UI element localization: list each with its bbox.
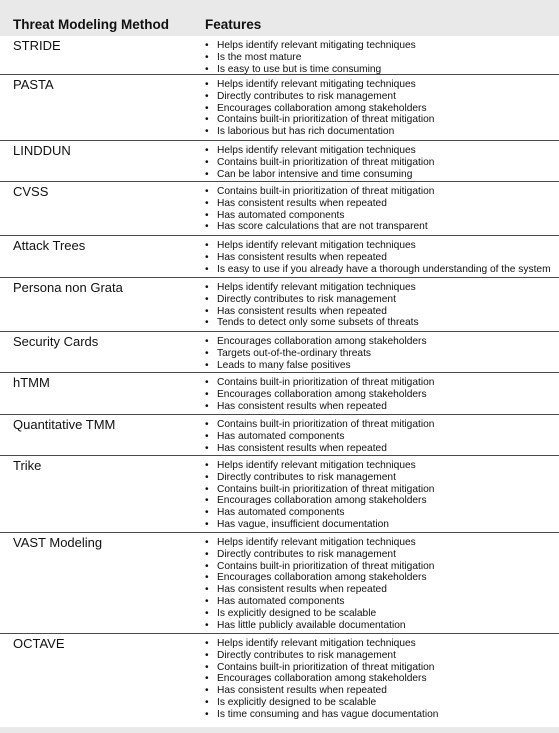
feature-item: • Contains built-in prioritization of threat mitigation — [205, 561, 434, 573]
feature-item: • Has automated components — [205, 431, 434, 443]
feature-item: • Helps identify relevant mitigation techniques — [205, 638, 438, 650]
feature-item: • Contains built-in prioritization of threat mitigation — [205, 114, 434, 126]
method-name: Trike — [13, 458, 42, 473]
table-row — [0, 634, 559, 727]
feature-item: • Helps identify relevant mitigation techniques — [205, 240, 551, 252]
feature-item: • Contains built-in prioritization of threat mitigation — [205, 377, 434, 389]
feature-list — [205, 240, 551, 275]
table-row — [0, 456, 559, 533]
feature-item: • Contains built-in prioritization of threat mitigation — [205, 484, 434, 496]
feature-item: • Has score calculations that are not transparent — [205, 221, 434, 233]
feature-item: • Contains built-in prioritization of threat mitigation — [205, 157, 434, 169]
feature-list — [205, 282, 419, 329]
feature-list — [205, 336, 427, 371]
feature-item: • Has consistent results when repeated — [205, 306, 419, 318]
feature-item: • Has consistent results when repeated — [205, 584, 434, 596]
table-row — [0, 236, 559, 278]
table-row — [0, 75, 559, 141]
feature-item: • Has little publicly available documentation — [205, 620, 434, 632]
feature-item: • Is explicitly designed to be scalable — [205, 608, 434, 620]
feature-item: • Is explicitly designed to be scalable — [205, 697, 438, 709]
feature-item: • Has automated components — [205, 210, 434, 222]
table-header — [0, 0, 559, 36]
feature-list — [205, 377, 434, 412]
feature-item: • Has vague, insufficient documentation — [205, 519, 434, 531]
feature-item: • Encourages collaboration among stakeholders — [205, 572, 434, 584]
method-name: Quantitative TMM — [13, 417, 116, 432]
table-row — [0, 141, 559, 182]
feature-list — [205, 460, 434, 531]
feature-item: • Has consistent results when repeated — [205, 685, 438, 697]
method-name: CVSS — [13, 184, 49, 199]
feature-item: • Directly contributes to risk management — [205, 91, 434, 103]
method-name: PASTA — [13, 77, 54, 92]
method-name: Persona non Grata — [13, 280, 123, 295]
feature-item: • Contains built-in prioritization of threat mitigation — [205, 186, 434, 198]
feature-item: • Contains built-in prioritization of threat mitigation — [205, 662, 438, 674]
feature-item: • Has consistent results when repeated — [205, 443, 434, 455]
feature-item: • Helps identify relevant mitigating techniques — [205, 40, 416, 52]
feature-item: • Has consistent results when repeated — [205, 198, 434, 210]
table-row — [0, 332, 559, 373]
table-row — [0, 278, 559, 332]
features-column-header: Features — [205, 17, 262, 32]
table-row — [0, 36, 559, 75]
method-name: STRIDE — [13, 38, 61, 53]
feature-item: • Has consistent results when repeated — [205, 252, 551, 264]
feature-item: • Tends to detect only some subsets of threats — [205, 317, 419, 329]
feature-item: • Has consistent results when repeated — [205, 401, 434, 413]
table-row — [0, 533, 559, 634]
feature-item: • Encourages collaboration among stakeholders — [205, 103, 434, 115]
feature-item: • Leads to many false positives — [205, 360, 427, 372]
table-row — [0, 373, 559, 415]
feature-item: • Directly contributes to risk management — [205, 472, 434, 484]
method-name: Attack Trees — [13, 238, 86, 253]
feature-item: • Contains built-in prioritization of threat mitigation — [205, 419, 434, 431]
feature-item: • Is laborious but has rich documentation — [205, 126, 434, 138]
method-name: VAST Modeling — [13, 535, 103, 550]
feature-list — [205, 537, 434, 631]
feature-item: • Encourages collaboration among stakeholders — [205, 336, 427, 348]
feature-item: • Helps identify relevant mitigation techniques — [205, 282, 419, 294]
feature-item: • Directly contributes to risk management — [205, 294, 419, 306]
feature-item: • Directly contributes to risk management — [205, 650, 438, 662]
method-name: hTMM — [13, 375, 50, 390]
method-name: Security Cards — [13, 334, 99, 349]
feature-list — [205, 419, 434, 454]
feature-item: • Can be labor intensive and time consuming — [205, 169, 434, 181]
feature-item: • Is easy to use but is time consuming — [205, 64, 416, 76]
feature-list — [205, 145, 434, 180]
table-footer-band — [0, 727, 559, 733]
feature-item: • Has automated components — [205, 596, 434, 608]
method-column-header: Threat Modeling Method — [13, 17, 169, 32]
feature-list — [205, 40, 416, 75]
feature-item: • Encourages collaboration among stakeholders — [205, 495, 434, 507]
method-name: OCTAVE — [13, 636, 65, 651]
table-row — [0, 415, 559, 456]
feature-item: • Helps identify relevant mitigation techniques — [205, 145, 434, 157]
feature-list — [205, 186, 434, 233]
feature-item: • Is the most mature — [205, 52, 416, 64]
feature-item: • Helps identify relevant mitigation techniques — [205, 460, 434, 472]
feature-item: • Helps identify relevant mitigating techniques — [205, 79, 434, 91]
feature-item: • Is easy to use if you already have a thorough understanding of the system — [205, 264, 551, 276]
feature-item: • Is time consuming and has vague documentation — [205, 709, 438, 721]
feature-item: • Directly contributes to risk management — [205, 549, 434, 561]
table-row — [0, 182, 559, 236]
feature-item: • Targets out-of-the-ordinary threats — [205, 348, 427, 360]
feature-item: • Helps identify relevant mitigation techniques — [205, 537, 434, 549]
feature-item: • Has automated components — [205, 507, 434, 519]
feature-item: • Encourages collaboration among stakeholders — [205, 673, 438, 685]
method-name: LINDDUN — [13, 143, 71, 158]
feature-item: • Encourages collaboration among stakeholders — [205, 389, 434, 401]
feature-list — [205, 638, 438, 721]
feature-list — [205, 79, 434, 138]
